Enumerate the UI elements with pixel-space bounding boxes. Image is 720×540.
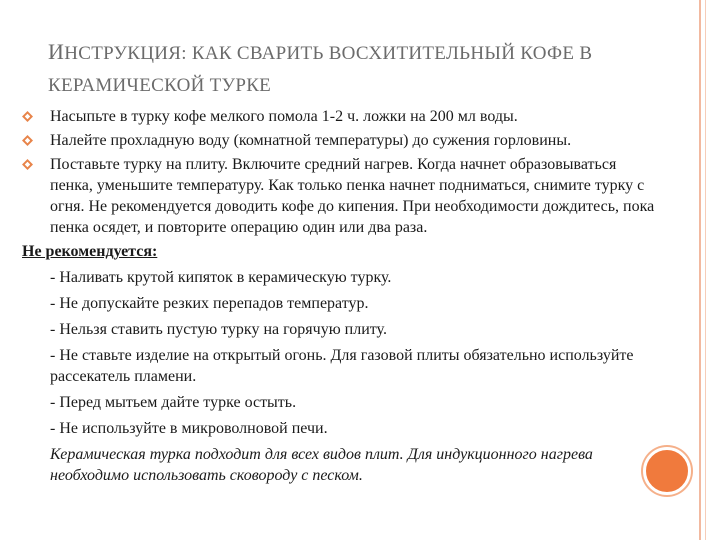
list-item-text: Поставьте турку на плиту. Включите средний нагрев. Когда начнет образовываться пенка, уменьшите температуру. Как только пенка начнет подниматься, снимите турку с огня. Не рекомендуется доводить кофе до кипения. При необходимости дождитесь, пока пенка осядет, и повторите операцию один или два раза. (50, 156, 655, 236)
diamond-bullet-icon (22, 135, 33, 146)
diamond-bullet-icon (22, 159, 33, 170)
warning-item: - Перед мытьем дайте турке остыть. (50, 394, 297, 411)
diamond-bullet-icon (22, 111, 33, 122)
not-recommended-heading: Не рекомендуется: (22, 243, 158, 260)
list-item-text: Насыпьте в турку кофе мелкого помола 1-2 ч. ложки на 200 мл воды. (50, 108, 518, 125)
list-item-text: Налейте прохладную воду (комнатной температуры) до сужения горловины. (50, 132, 572, 149)
page-title (48, 36, 648, 102)
italic-note: Керамическая турка подходит для всех видов плит. Для индукционного нагрева необходимо использовать сковороду с песком. (50, 446, 593, 484)
list-item (22, 130, 662, 151)
title-first-letter: И (48, 39, 65, 64)
list-item (22, 106, 662, 127)
slide-border-line-inner (705, 0, 706, 540)
warning-item: - Не ставьте изделие на открытый огонь. Для газовой плиты обязательно используйте рассекатель пламени. (50, 347, 634, 385)
slide-border-line (699, 0, 701, 540)
content-body (22, 106, 662, 486)
title-line1: НСТРУКЦИЯ: КАК СВАРИТЬ ВОСХИТИТЕЛЬНЫЙ КОФЕ В (64, 43, 593, 64)
list-item (22, 154, 662, 238)
title-line2: КЕРАМИЧЕСКОЙ ТУРКЕ (48, 75, 272, 96)
warning-item: - Нельзя ставить пустую турку на горячую плиту. (50, 321, 387, 338)
warning-item: - Наливать крутой кипяток в керамическую турку. (50, 269, 392, 286)
warning-item: - Не допускайте резких перепадов температур. (50, 295, 369, 312)
warning-item: - Не используйте в микроволновой печи. (50, 420, 328, 437)
